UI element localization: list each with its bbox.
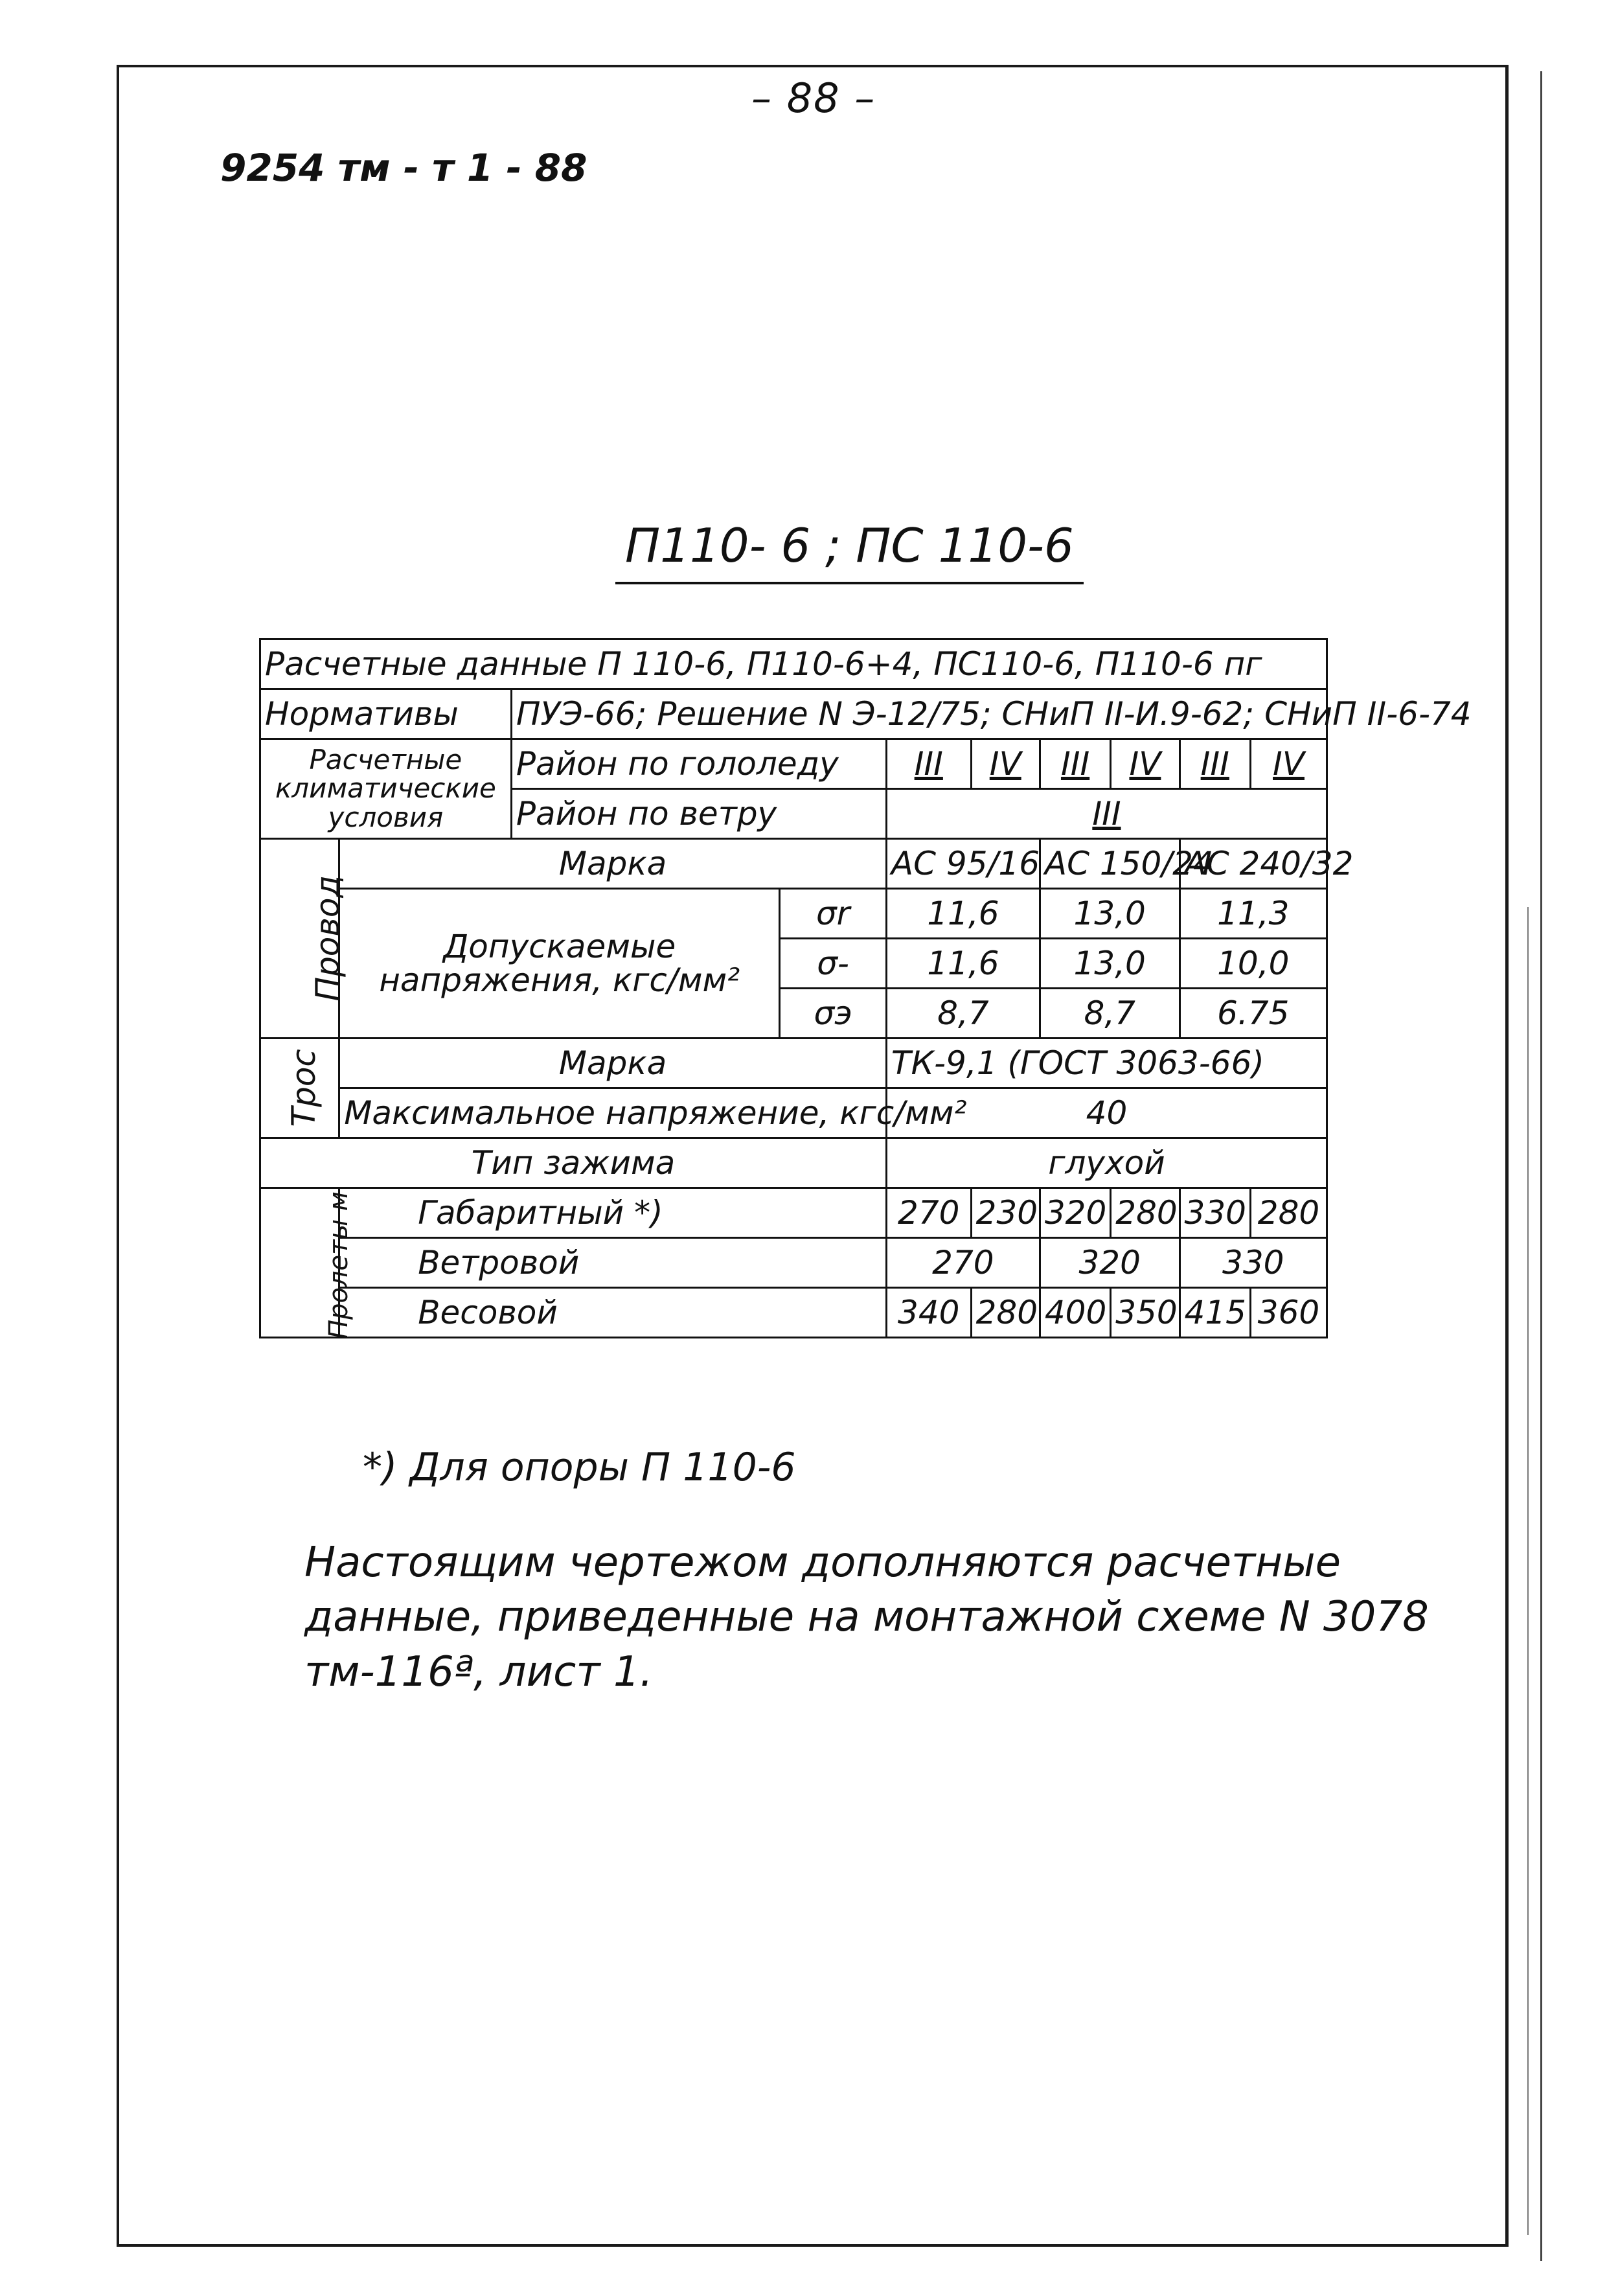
stress-value: 11,6 [886, 939, 1040, 989]
span-value: 280 [1250, 1188, 1327, 1238]
span-value: 320 [1040, 1188, 1110, 1238]
span-value: 230 [971, 1188, 1040, 1238]
stress-symbol: σэ [780, 989, 887, 1039]
span-value: 270 [886, 1188, 971, 1238]
clamp-type-value: глухой [886, 1138, 1327, 1188]
span-value: 400 [1040, 1288, 1110, 1338]
scan-edge-line [1540, 71, 1542, 2261]
scan-edge-line-secondary [1527, 907, 1529, 2235]
span-row-label: Весовой [339, 1288, 887, 1338]
cable-max-stress-value: 40 [886, 1088, 1327, 1138]
wire-section-label: Провод [260, 839, 339, 1039]
stress-value: 11,6 [886, 889, 1040, 939]
span-value: 280 [971, 1288, 1040, 1338]
ice-region-value: IV [1111, 739, 1180, 789]
supplementary-note: Настоящим чертежом дополняются расчетные данные, приведенные на монтажной схеме N 3078 тм-116ª, лист 1. [304, 1539, 1429, 1696]
spans-section-label: Пролеты м [260, 1188, 339, 1338]
allowable-stress-label: Допускаемые напряжения, кгс/мм² [339, 889, 780, 1039]
footnote: *) Для опоры П 110-6 [363, 1445, 796, 1490]
stress-value: 6.75 [1180, 989, 1327, 1039]
span-value: 340 [886, 1288, 971, 1338]
normatives-value: ПУЭ-66; Решение N Э-12/75; СНиП II-И.9-62; СНиП II-6-74 [511, 689, 1327, 739]
page-number: – 88 – [751, 75, 876, 122]
normatives-label: Нормативы [260, 689, 512, 739]
wire-brand-label: Марка [339, 839, 887, 889]
span-row-label: Ветровой [339, 1238, 887, 1288]
cable-brand-label: Марка [339, 1039, 887, 1088]
ice-region-value: III [1040, 739, 1110, 789]
clamp-type-label: Тип зажима [260, 1138, 887, 1188]
stress-value: 10,0 [1180, 939, 1327, 989]
span-value: 360 [1250, 1288, 1327, 1338]
table-caption: Расчетные данные П 110-6, П110-6+4, ПС110-6, П110-6 пг [260, 639, 1327, 689]
span-value: 415 [1180, 1288, 1250, 1338]
span-value: 330 [1180, 1238, 1327, 1288]
stress-symbol: σr [780, 889, 887, 939]
ice-region-value: IV [1250, 739, 1327, 789]
wind-region-label: Район по ветру [511, 789, 886, 839]
sheet-title: П110- 6 ; ПС 110-6 [615, 518, 1084, 584]
calculation-data-table [259, 638, 1472, 1339]
span-value: 280 [1111, 1188, 1180, 1238]
span-value: 350 [1111, 1288, 1180, 1338]
stress-symbol: σ- [780, 939, 887, 989]
ice-region-label: Район по гололеду [511, 739, 886, 789]
span-value: 270 [886, 1238, 1040, 1288]
stress-value: 11,3 [1180, 889, 1327, 939]
cable-max-stress-label: Максимальное напряжение, кгс/мм² [339, 1088, 887, 1138]
ice-region-value: III [886, 739, 971, 789]
cable-section-label: Трос [260, 1039, 339, 1138]
stress-value: 8,7 [1040, 989, 1180, 1039]
ice-region-value: IV [971, 739, 1040, 789]
wire-brand: АС 150/24 [1040, 839, 1180, 889]
cable-brand-value: ТК-9,1 (ГОСТ 3063-66) [886, 1039, 1327, 1088]
span-value: 320 [1040, 1238, 1180, 1288]
span-value: 330 [1180, 1188, 1250, 1238]
stress-value: 13,0 [1040, 889, 1180, 939]
stress-value: 8,7 [886, 989, 1040, 1039]
document-code: 9254 тм - т 1 - 88 [220, 146, 587, 190]
span-row-label: Габаритный *) [339, 1188, 887, 1238]
wind-region-value: III [886, 789, 1327, 839]
climate-label: Расчетные климатические условия [260, 739, 512, 839]
stress-value: 13,0 [1040, 939, 1180, 989]
ice-region-value: III [1180, 739, 1250, 789]
wire-brand: АС 95/16 [886, 839, 1040, 889]
wire-brand: АС 240/32 [1180, 839, 1327, 889]
